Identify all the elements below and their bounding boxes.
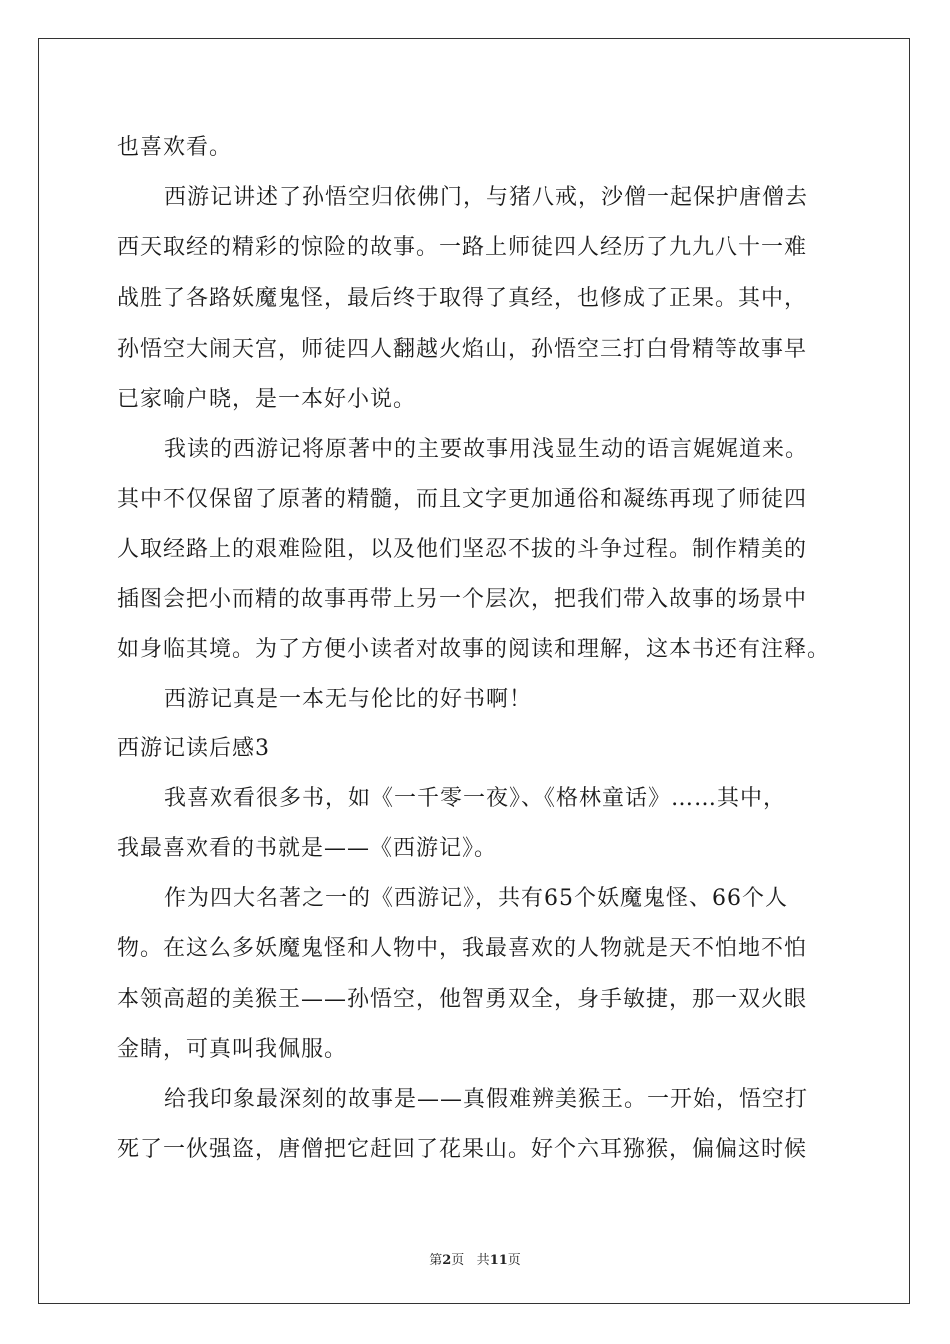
page-footer <box>0 1249 950 1268</box>
text-line: 也喜欢看。 <box>117 135 233 160</box>
text-line: 给我印象最深刻的故事是——真假难辨美猴王。一开始，悟空打 <box>164 1087 809 1112</box>
page-number: 2 <box>442 1253 452 1268</box>
page-frame <box>38 38 910 1304</box>
text-line: 死了一伙强盗，唐僧把它赶回了花果山。好个六耳猕猴，偏偏这时候 <box>117 1137 808 1162</box>
text-line: 我喜欢看很多书，如《一千零一夜》、《格林童话》……其中， <box>164 786 787 811</box>
text-line: 人取经路上的艰难险阻，以及他们坚忍不拔的斗争过程。制作精美的 <box>117 537 808 562</box>
text-line: 作为四大名著之一的《西游记》，共有65个妖魔鬼怪、66个人 <box>164 886 788 911</box>
total-prefix: 共 <box>476 1253 490 1268</box>
text-line: 我最喜欢看的书就是——《西游记》。 <box>117 836 498 861</box>
text-line: 西游记真是一本无与伦比的好书啊！ <box>164 687 533 712</box>
text-line: 本领高超的美猴王——孙悟空，他智勇双全，身手敏捷，那一双火眼 <box>117 987 808 1012</box>
text-line: 已家喻户晓，是一本好小说。 <box>117 387 417 412</box>
text-line: 西天取经的精彩的惊险的故事。一路上师徒四人经历了九九八十一难 <box>117 235 808 260</box>
text-line: 金睛，可真叫我佩服。 <box>117 1037 348 1062</box>
text-line: 西游记讲述了孙悟空归依佛门，与猪八戒，沙僧一起保护唐僧去 <box>164 185 809 210</box>
text-line: 如身临其境。为了方便小读者对故事的阅读和理解，这本书还有注释。 <box>117 637 831 662</box>
text-line: 插图会把小而精的故事再带上另一个层次，把我们带入故事的场景中 <box>117 587 808 612</box>
text-line: 战胜了各路妖魔鬼怪，最后终于取得了真经，也修成了正果。其中， <box>117 286 808 311</box>
section-heading: 西游记读后感3 <box>117 736 270 761</box>
text-line: 孙悟空大闹天宫，师徒四人翻越火焰山，孙悟空三打白骨精等故事早 <box>117 337 808 362</box>
page-suffix: 页 <box>451 1253 465 1268</box>
text-line: 物。在这么多妖魔鬼怪和人物中，我最喜欢的人物就是天不怕地不怕 <box>117 936 808 961</box>
total-suffix: 页 <box>507 1253 521 1268</box>
text-line: 我读的西游记将原著中的主要故事用浅显生动的语言娓娓道来。 <box>164 437 809 462</box>
page-prefix: 第 <box>429 1253 443 1268</box>
text-line: 其中不仅保留了原著的精髓，而且文字更加通俗和凝练再现了师徒四 <box>117 487 808 512</box>
total-pages: 11 <box>489 1253 508 1268</box>
